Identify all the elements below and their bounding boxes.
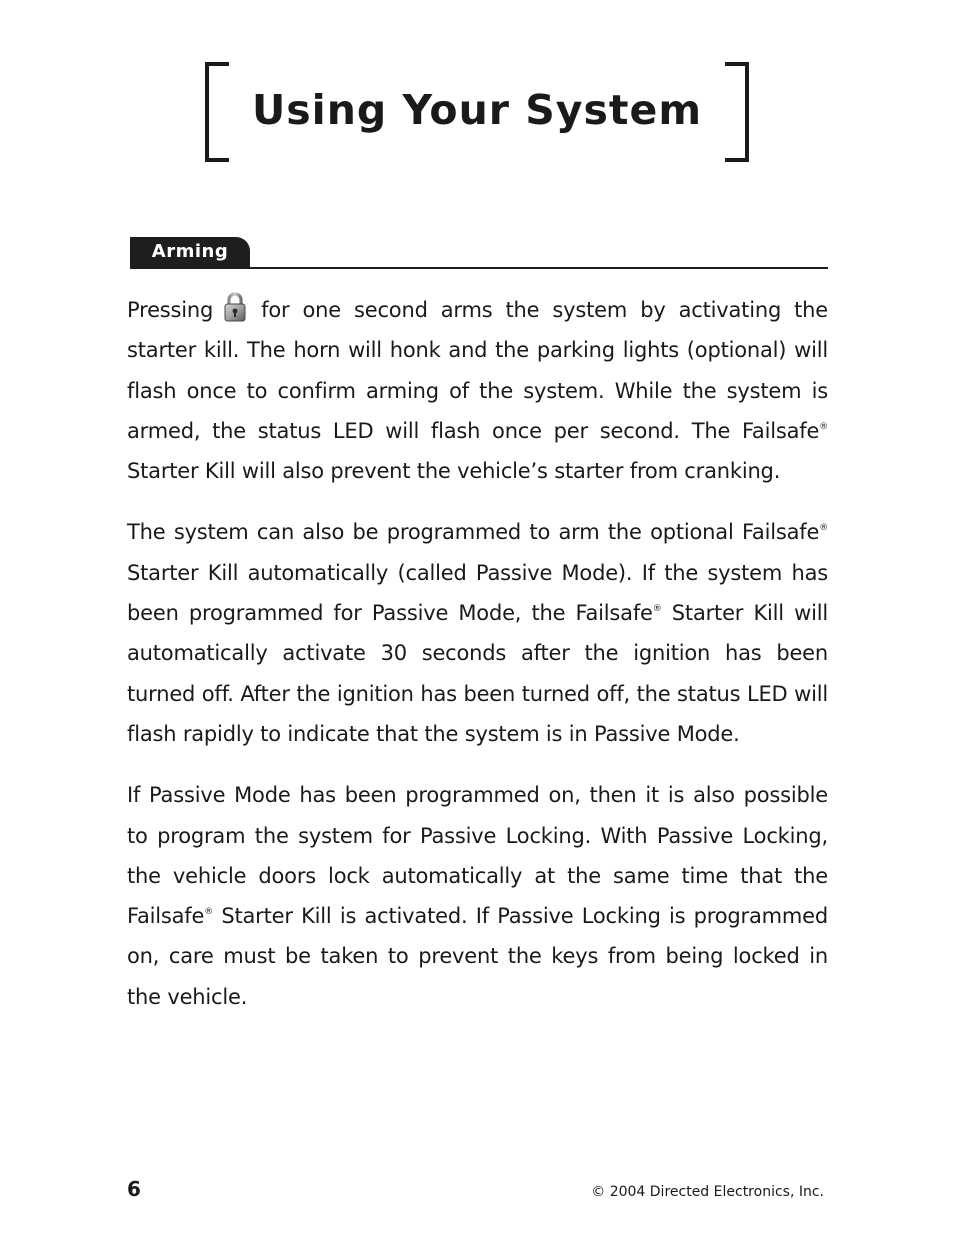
section-rule: [130, 267, 828, 269]
p3-b: Starter Kill is activated. If Passive Locking is programmed on, care must be taken to prevent the keys from being locked in the vehicle.: [127, 904, 828, 1009]
section-header: [130, 237, 828, 270]
page-number: 6: [127, 1177, 141, 1201]
page-title: Using Your System: [251, 86, 703, 134]
registered-mark: ®: [204, 907, 214, 918]
title-frame: [205, 62, 749, 162]
section-tab-arming: Arming: [130, 237, 250, 268]
p2-a: The system can also be programmed to arm the optional Failsafe: [127, 520, 820, 545]
paragraph-3: [127, 775, 828, 1017]
body-text: [127, 290, 828, 1038]
copyright-notice: © 2004 Directed Electronics, Inc.: [591, 1184, 824, 1200]
paragraph-1: [127, 290, 828, 491]
p2-b: Starter Kill automatically (called Passive Mode). If the system has been programmed for Passive Mode, the Failsafe: [127, 560, 828, 626]
registered-mark: ®: [819, 421, 828, 432]
p1-after-reg: Starter Kill will also prevent the vehicle’s starter from cranking.: [127, 459, 781, 484]
paragraph-2: [127, 512, 828, 754]
p1-post-icon: for one second arms the system by activating the starter kill. The horn will honk and the parking lights (optional) will flash once to confirm arming of the system. While the system is armed, the status LED will flash once per second. The Failsafe: [127, 298, 828, 443]
lock-icon: [223, 291, 247, 323]
p2-c: Starter Kill will automatically activate 30 seconds after the ignition has been turned off. After the ignition has been turned off, the status LED will flash rapidly to indicate that the system is in Passive Mode.: [127, 601, 828, 746]
registered-mark: ®: [819, 523, 828, 534]
registered-mark: ®: [652, 604, 662, 615]
p3-a: If Passive Mode has been programmed on, then it is also possible to program the system for Passive Locking. With Passive Locking, the vehicle doors lock automatically at the same time that the Failsafe: [127, 783, 828, 929]
p1-pre: Pressing: [127, 298, 214, 322]
right-bracket: [725, 62, 749, 162]
